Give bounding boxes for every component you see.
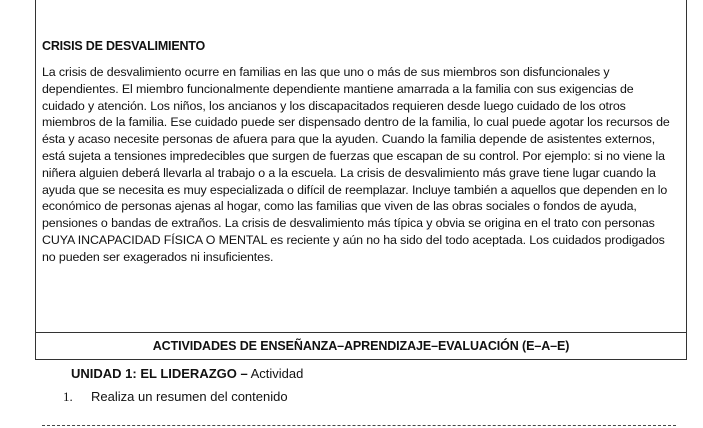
unit-suffix: Actividad — [250, 366, 304, 381]
unit-label: UNIDAD 1: EL LIDERAZGO – — [71, 366, 248, 381]
task-text: Realiza un resumen del contenido — [91, 389, 288, 404]
task-item — [63, 389, 288, 405]
unit-line — [71, 366, 303, 381]
table-border-left — [35, 0, 36, 359]
section-title: CRISIS DE DESVALIMIENTO — [42, 39, 206, 53]
heading-rule-bottom — [35, 359, 687, 360]
activities-heading: ACTIVIDADES DE ENSEÑANZA–APRENDIZAJE–EVALUACIÓN (E–A–E) — [152, 339, 570, 353]
body-paragraph — [42, 64, 674, 266]
paragraph-text: La crisis de desvalimiento ocurre en familias en las que uno o más de sus miembros son disfuncionales y dependientes. El miembro funcionalmente dependiente mantiene amarrada a la familia con sus exigencias de cuidado y atención. Los niños, los ancianos y los discapacitados requieren desde luego cuidado de los otros miembros de la familia. Ese cuidado puede ser dispensado dentro de la familia, lo cual puede agotar los recursos de ésta y acaso necesite personas de afuera para que la ayuden. Cuando la familia depende de asistentes externos, está sujeta a tensiones impredecibles que surgen de fuerzas que escapan de su control. Por ejemplo: si no viene la niñera alguien deberá llevarla al trabajo o a la escuela. La crisis de desvalimiento más grave tiene lugar cuando la ayuda que se necesita es muy especializada o difícil de reemplazar. Incluye también a aquellos que dependen en lo económico de personas ajenas al hogar, como las familias que viven de las obras sociales o fondos de ayuda, pensiones o bandas de extraños. La crisis de desvalimiento más típica y obvia se origina en el trato con personas CUYA INCAPACIDAD FÍSICA O MENTAL es reciente y aún no ha sido del todo aceptada. Los cuidados prodigados no pueden ser exagerados ni insuficientes. — [42, 65, 670, 264]
answer-line — [42, 425, 676, 426]
task-number: 1. — [63, 389, 73, 404]
table-border-right — [686, 0, 687, 359]
